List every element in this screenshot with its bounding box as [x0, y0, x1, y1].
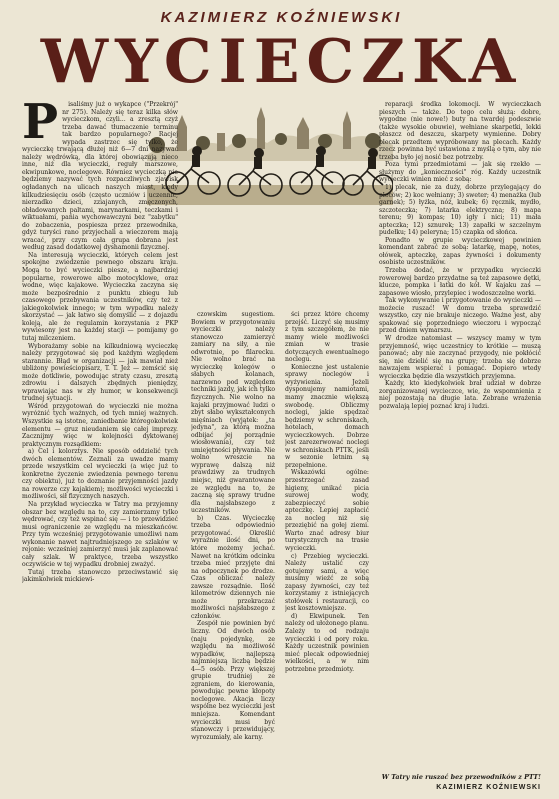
paragraph: Wskazówki ogólne: przestrzegać zasad higieny, unikać picia surowej wody, zabezpieczyć sobie apteczkę. Lepiej zapłacić za nocleg niż się przeziębić na gołej ziemi. Warto znać adresy biur turystycznych na trasie wycieczki. — [285, 469, 369, 552]
paragraph: c) Przebieg wycieczki. Należy ustalić czy gotujemy sami, a więc musimy wieźć ze sobą zapasy żywności, czy też korzystamy z istniejących stołówek i restauracji, co jest kosztowniejsze. — [285, 552, 369, 613]
paragraph: b) Czas. Wycieczkę trzeba odpowiednio przygotować. Określić wyraźnie ilość dni, po które możemy jechać. Nawet na krótkim odcinku trzeba mieć przyjęte dni na odpoczynek po drodze. Czas obliczać należy zawsze rozsądnie. Ilość kilometrów dziennych nie może przekraczać możliwości najsłabszego z członków. — [191, 514, 275, 620]
paragraph: Poza tymi przedmiotami — jak się rzekło — służymy do „konieczności" róg. Każdy uczestnik wycieczki winien mieć z sobą: — [379, 161, 541, 184]
paragraph: 1) plecak, nie za duży, dobrze przylegający do pleców; 2) koc wełniany; 3) sweter; 4) menażka (lub garnek); 5) łyżka, nóż, kubek; 6) ręcznik, mydło, szczoteczka; 7) latarka elektryczna; 8) mapa terenu; 9) kompas; 10) igły i nici; 11) mała apteczka; 12) sznurek; 13) zapałki w szczelnym pudełku; 14) peleryna; 15) czapka od słońca. — [379, 184, 541, 237]
column-1 — [22, 101, 178, 791]
paragraph: Każdy, kto kiedykolwiek brał udział w dobrze zorganizowanej wycieczce, wie, że wspomnienia z niej pozostają na długie lata. Zebrane wrażenia pozwalają lepiej poznać kraj i ludzi. — [379, 380, 541, 410]
paragraph: ści przez które chcemy przejść. Liczyć się musimy z tym szczegółem, że nie mamy wiele możliwości zmian w trasie dotyczących ewentualnego noclegu. — [285, 311, 369, 364]
paragraph: Ponadto w grupie wycieczkowej powinien komendant zabrać ze sobą: latarkę, mapę, notes, ołówek, apteczkę, zapas żywności i dokumenty osobiste uczestników. — [379, 236, 541, 267]
paragraph: Tak wykonywanie i przygotowanie do wycieczki — możecie ruszać! W domu trzeba sprawdzić wszystko, czy nie brakuje niczego. Ważne jest, aby spakować się poprzedniego wieczoru i wypocząć przed dniem wymarszu. — [379, 297, 541, 335]
drop-cap: P — [22, 101, 59, 150]
article-title: WYCIECZKA — [40, 27, 523, 97]
footnote: W Tatry nie ruszać bez przewodników z PTT! — [381, 773, 541, 781]
paragraph: reparacji środka lokomocji. W wycieczkach pieszych — także. Do tego celu służą: dobre, wygodne (nie nowe!) buty na twardej podeszwie (także wysokie obuwie), wełniane skarpetki, lekki płaszcz od deszczu, skarpety wymienne. Dobry plecak przedtem wypróbowany na plecach. Każdy rzecz powinna być ustawiona z myślą o tym, aby nie trzeba było jej nosić bez potrzeby. — [379, 101, 541, 161]
author-name: KAZIMIERZ KOŹNIEWSKI — [160, 9, 403, 26]
paragraph: a) Cel i kolorztys. Nie sposób oddzielić tych dwóch elementów. Zeznali za uwadze mamy przede wszystkim cel wycieczki (a więc już to konkretne życzenie zwiedzenia pewnego terenu czy obiektu), już to doznanie przyjemności jazdy na rowerze czy kajakiem); możliwości wycieczki i możliwości, sił fizycznych naszych. — [22, 448, 178, 501]
article-body — [22, 101, 541, 791]
column-2 — [191, 311, 275, 791]
column-4 — [379, 101, 541, 791]
paragraph: Na przykład wycieczka w Tatry ma przyjemny obszar bez względu na to, czy zamierzamy tylko wędrować, czy też wspinać się — i to przewidzieć musi ograniczenie ze względu na mieszkańców. Przy tym wcześniej przygotowanie umożliwi nam wykonanie nawet najtrudniejszego ze szlaków w rejonie: wcześniej zamierzyć musi jak zaplanować cały szlak. W praktyce, trzeba wszystko oczywiście w tej wypadku drobniej zważyć. — [22, 500, 178, 569]
paragraph: Zespół nie powinien być liczny. Od dwóch osób (naju pojedynkę, ze względu na możliwość wypadków, najlepszą najmniejszą liczbą będzie 4—5 osób. Przy większej grupie trudniej ze zgraniem, do kierowania, powodując pewne kłopoty noclegowe. Akacja liczy wspólne bez wycieczki jest mniejsza. Komendant wycieczki musi być stanowczy i przewidujący, wyrozumiały, ale karny. — [191, 620, 275, 741]
paragraph: isaliśmy już o wykapce ("Przekrój" nr 275). Należy się teraz kilka słów wycieczkom, czyli... a zresztą czyż trzeba dawać tłumaczenie terminu tak bardzo popularnego? Racjej wypada zastrzec się tylko, że wycieczkę trwającą dłużej niż 6—7 dni nazywać należy wędrówką, dla której obowiązują nieco inne, niż dla wycieczki, reguły marszowe, ekwipunkowe, noclegowe. Równiez wycieczką nie będziemy nazywać tych rozpaczliwych zjawisk ogładanych na ulicach naszych miast, kiedy kilkudziesięciu osób (często uczniów i uczennic, nierzadko dzieci, zziajanych, zmęczonych, obładowanych paltami, marynarkami, teczkami i wiktuałami, pańia wychowawczyni bez "zabytku" do zobaczenia, pospiesza przez przewodnika, gdyż turyści rano przyjechali a wieczorem mają wracać, przy czym cała grupa dobrana jest według zasad dodatkowej dyshamonii fizycznej. — [22, 101, 178, 252]
paragraph: Trzeba dodać, że w przypadku wycieczki rowerowej bardzo przydatne są też zapasowe dętki, klucze, pompka i łatki do kół. W kajaku zaś — zapasowe wiosło, przylepiec i wodoszczelne worki. — [379, 267, 541, 297]
paragraph: Wyborażamy sobie na kilkudniową wycieczkę należy przygotować się pod każdym względem starannie. Błąd w organizacji — jak mawiał nież ubliżony powieściopisarz, T. T. Jeż — zemścić się może dotkliwie, powodując straty czasu, zresztą zdrowiu i dalszych zbędnych pieniędzy, wprawiając nas w zły humor, w konsekwencji trudnej sytuacji. — [22, 342, 178, 403]
paragraph: Wśród przygotowań do wycieczki nie można wyróżnić tych ważnych, od tych mniej ważnych. Wszystkie są istotne, zaniedbanie któregokolwiek elementu — gruz nieudaniem się całej imprezy. Zacznijmy więc w kolejności dyktowanej praktycznym rozsądkiem: — [22, 402, 178, 448]
paragraph: d) Ekwipunek. Ten należy od ułożonego planu. Zależy to od rodzaju wycieczki i od pory roku. Każdy uczestnik powinien mieć plecak odpowiedniej wielkości, a w nim potrzebne przedmioty. — [285, 612, 369, 673]
paragraph: W drodze natomiast — wszyscy mamy w tym przyjemność, więc uczestnicy to krótkie — muszą panować; aby nie zaczynać przygody, nie pokłócić się, nie dzielić się na grupy; trzeba się dobrze nawzajem wspierać i pomagać. Dopiero wtedy wycieczka będzie dla wszystkich przyjemna. — [379, 334, 541, 380]
paragraph: Konieczne jest ustalenie sprawy noclegów i wyżywienia. Jeżeli dysponujemy namiotami, mamy znacznie większą swobodę. Obliczmy noclegi, jakie spędzać będziemy w schroniskach, hotelach, domach wycieczkowych. Dobrze jest zarezerwować noclegi w schroniskach PTTK, jeśli w sezonie letnim są przepełnione. — [285, 363, 369, 469]
author-signature: KAZIMIERZ KOŹNIEWSKI — [436, 784, 541, 791]
paragraph: Tutaj trzeba stanowczo przeciwstawić się jakimkolwiek mickiewi- — [22, 568, 178, 584]
column-3 — [285, 311, 369, 791]
paragraph: Na interesują wycieczki, których celem jest spokojne zwiedzenie pewnego obszaru kraju. Mogą to być wycieczki piesze, a najbardziej popularne, rowerowe albo motocyklowe, oraz wodne, więc kajakowe. Wycieczka zaczyna się może bezpośrednio z punktu zbiegu lub czasowego przebywania uczestników, czy też z jakiegokolwiek innego; w tym wypadku należy skorzystać — jak łatwo się domyślić — z dojazdu koleją, ale że regulamin korzystania z PKP wywiesony jest na każdej stacji — pomijamy go tutaj milczeniem. — [22, 251, 178, 342]
paragraph: czowskim sugestiom. Bowiem w przygotowaniu wycieczki należy stanowczo zamierzyć zamiary na siły, a nie odwrotnie, po filarecku. Nie wolno brać na wycieczkę kolegów o słabych kolanach, narzewno pod względem techniki jazdy, jak ich tylko fizycznych. Nie wolno na kajaki przyjmować ludzi o zbyt słabo wykształconych mięśniach (wyjątek: „ta jedyna", za którą można odbijać jej porządnie wiosłowania), czy też umiejętności pływania. Nie wolno wreszcie na wyprawę dalszą niż prawdziwy za trudnych miejsc, niż gwarantowane ze względu na to, że zaczną się sprawy trudne dla najsłabszego z uczestników. — [191, 311, 275, 515]
